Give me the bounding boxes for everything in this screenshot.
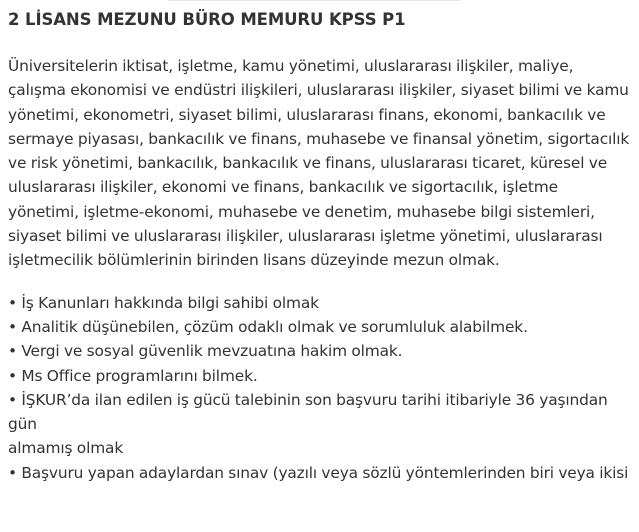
job-listing	[8, 9, 632, 485]
list-item: • Analitik düşünebilen, çözüm odaklı olmak ve sorumluluk alabilmek.	[8, 317, 528, 336]
requirements-list	[8, 291, 632, 485]
list-item: • Başvuru yapan adaylardan sınav (yazılı veya sözlü yöntemlerinden biri veya ikisi	[8, 463, 629, 482]
list-item: • İş Kanunları hakkında bilgi sahibi olmak	[8, 293, 319, 312]
list-item: • İŞKUR’da ilan edilen iş gücü talebinin son başvuru tarihi itibariyle 36 yaşından gün	[8, 390, 608, 434]
education-requirement: Üniversitelerin iktisat, işletme, kamu yönetimi, uluslararası ilişkiler, maliye, çalışma ekonomisi ve endüstri ilişkileri, uluslararası ilişkiler, siyaset bilimi ve kamu yönetimi, ekonometri, siyaset bilimi, uluslararası finans, ekonomi, bankacılık ve sermaye piyasası, bankacılık ve finans, muhasebe ve finansal yönetim, sigortacılık ve risk yönetimi, bankacılık, bankacılık ve finans, uluslararası ticaret, küresel ve uluslararası ilişkiler, ekonomi ve finans, bankacılık ve sigortacılık, işletme yönetimi, işletme-ekonomi, muhasebe ve denetim, muhasebe bilgi sistemleri, siyaset bilimi ve uluslararası ilişkiler, uluslararası işletme yönetimi, uluslararası işletmecilik bölümlerinin birinden lisans düzeyinde mezun olmak.	[8, 57, 630, 270]
top-divider	[168, 0, 460, 1]
listing-title: 2 LİSANS MEZUNU BÜRO MEMURU KPSS P1	[8, 10, 406, 29]
list-item: almamış olmak	[8, 439, 124, 458]
list-item: • Vergi ve sosyal güvenlik mevzuatına hakim olmak.	[8, 342, 403, 361]
list-item: • Ms Office programlarını bilmek.	[8, 366, 258, 385]
